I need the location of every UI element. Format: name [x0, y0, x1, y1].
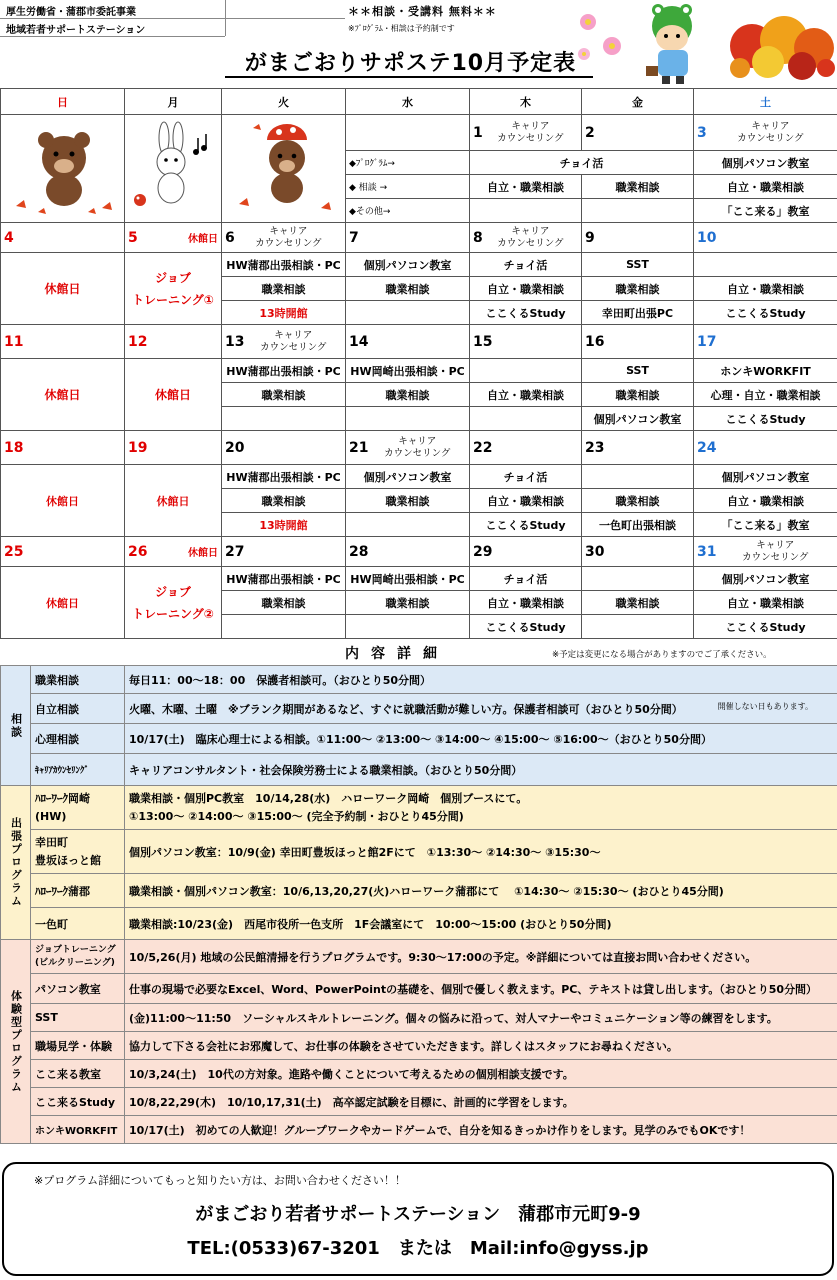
- event: 個別パソコン教室: [694, 465, 837, 489]
- event: チョイ活: [470, 253, 582, 277]
- counseling-label: カウンセリング: [384, 447, 451, 459]
- event: HW岡崎出張相談・PC: [346, 359, 470, 383]
- day-number: 31: [697, 543, 717, 560]
- header-divider: [225, 0, 226, 36]
- day-cell-28: 28: [346, 537, 470, 567]
- closed-label: 休館日: [1, 253, 125, 325]
- day-cell-26: [125, 537, 222, 567]
- weekday-row: [1, 89, 837, 115]
- empty-slot: [470, 359, 582, 383]
- row-desc: キャリアコンサルタント・社会保険労務士による職業相談。（おひとり50分間）: [125, 754, 837, 786]
- day-number: 26: [128, 543, 148, 560]
- row-desc: 職業相談・個別PC教室 10/14,28(水) ハローワーク岡崎 個別ブースにて。: [129, 791, 528, 805]
- empty-slot: [582, 567, 694, 591]
- day-cell-10: 10: [694, 223, 837, 253]
- day-cell-4: 4: [1, 223, 125, 253]
- row-name: 幸田町: [35, 835, 68, 849]
- event: 一色町出張相談: [582, 513, 694, 537]
- event: チョイ活: [470, 567, 582, 591]
- row-desc: 職業相談:10/23(金) 西尾市役所一色支所 1F会議室にて 10:00〜15:00 (おひとり50分間): [125, 908, 837, 940]
- career-label: キャリア: [511, 225, 550, 237]
- counseling-label: カウンセリング: [260, 341, 327, 353]
- empty-slot: [346, 407, 470, 431]
- row-name-cell: [31, 940, 125, 974]
- career-label: キャリア: [751, 120, 790, 132]
- day-cell-14: 14: [346, 325, 470, 359]
- closed-tag: 休館日: [188, 234, 218, 245]
- event: チョイ活: [470, 151, 694, 175]
- event: ホンキWORKFIT: [694, 359, 837, 383]
- inquiry-text: ※プログラム詳細についてもっと知りたい方は、お問い合わせください！！: [34, 1174, 406, 1187]
- event: 個別パソコン教室: [346, 465, 470, 489]
- event: HW蒲郡出張相談・PC: [222, 253, 346, 277]
- day-cell-1: [470, 115, 582, 151]
- row-name: ｷｬﾘｱｶｳﾝｾﾘﾝｸﾞ: [31, 754, 125, 786]
- bear-mushroom-illustration-cell: [222, 115, 346, 223]
- career-label: キャリア: [274, 329, 313, 341]
- header-divider: [0, 36, 225, 37]
- event: 職業相談: [222, 277, 346, 301]
- org-address: がまごおり若者サポートステーション 蒲郡市元町9-9: [195, 1204, 641, 1225]
- event: ここくるStudy: [694, 615, 837, 639]
- day-number: 6: [225, 229, 235, 246]
- details-heading: 内容詳細: [345, 646, 449, 662]
- category-outreach: 出張プログラム: [1, 786, 31, 940]
- event: HW岡崎出張相談・PC: [346, 567, 470, 591]
- open-13-label: 13時開館: [222, 301, 346, 325]
- row-name: ここ来るStudy: [31, 1088, 125, 1116]
- bear-mushroom-icon: [229, 118, 339, 216]
- row-name: ホンキWORKFIT: [31, 1116, 125, 1144]
- row-desc: 10/17(土) 臨床心理士による相談。①11:00〜 ②13:00〜 ③14:00〜 ④15:00〜 ⑤16:00〜（おひとり50分間）: [125, 724, 837, 754]
- empty-day-cell: [346, 115, 470, 151]
- event: 自立・職業相談: [470, 175, 582, 199]
- job-training-label: [125, 567, 222, 639]
- row-desc: 毎日11：00〜18：00 保護者相談可。（おひとり50分間）: [125, 666, 837, 694]
- day-cell-24: 24: [694, 431, 837, 465]
- event: 自立・職業相談: [470, 489, 582, 513]
- event: SST: [582, 253, 694, 277]
- row-desc-cell: [125, 694, 837, 724]
- weekday-sun: 日: [1, 89, 125, 115]
- day-cell-22: 22: [470, 431, 582, 465]
- weekday-tue: 火: [222, 89, 346, 115]
- event: 自立・職業相談: [470, 277, 582, 301]
- contact-line: TEL:(0533)67-3201 または Mail:info@gyss.jp: [187, 1238, 649, 1259]
- row-name: 心理相談: [31, 724, 125, 754]
- weekday-thu: 木: [470, 89, 582, 115]
- row-name: 職場見学・体験: [31, 1032, 125, 1060]
- page-title: がまごおりサポステ10月予定表: [244, 51, 577, 76]
- event: SST: [582, 359, 694, 383]
- row-name: パソコン教室: [31, 974, 125, 1004]
- event: 職業相談: [346, 591, 470, 615]
- row-name2: (ビルクリーニング): [35, 957, 115, 968]
- counseling-label: カウンセリング: [497, 237, 564, 249]
- mascot-icon: [632, 2, 722, 86]
- legend-consult: ◆ 相談 →: [346, 175, 470, 199]
- open-13-label: 13時開館: [222, 513, 346, 537]
- event: 職業相談: [582, 591, 694, 615]
- day-cell-30: 30: [582, 537, 694, 567]
- calendar-table: [0, 88, 837, 639]
- day-cell-21: [346, 431, 470, 465]
- day-cell-18: 18: [1, 431, 125, 465]
- career-label: キャリア: [756, 539, 795, 551]
- event: 職業相談: [346, 489, 470, 513]
- event: ここくるStudy: [470, 301, 582, 325]
- closed-tag: 休館日: [188, 548, 218, 559]
- contact-box: [2, 1162, 834, 1276]
- row-name-cell: [31, 830, 125, 874]
- event: ここくるStudy: [470, 513, 582, 537]
- event: 幸田町出張PC: [582, 301, 694, 325]
- category-experience: 体験型プログラム: [1, 940, 31, 1144]
- row-name-cell: [31, 786, 125, 830]
- counseling-label: カウンセリング: [742, 551, 809, 563]
- event: 職業相談: [222, 383, 346, 407]
- closed-label: 休館日: [125, 465, 222, 537]
- day-cell-19: 19: [125, 431, 222, 465]
- row-desc: 仕事の現場で必要なExcel、Word、PowerPointの基礎を、個別で優しく教えます。PC、テキストは貸し出します。（おひとり50分間）: [125, 974, 837, 1004]
- career-label: キャリア: [511, 120, 550, 132]
- event: 職業相談: [346, 383, 470, 407]
- weekday-sat: 土: [694, 89, 837, 115]
- row-desc2: ①13:00〜 ②14:00〜 ③15:00〜 (完全予約制・おひとり45分間): [129, 809, 464, 823]
- event: 職業相談: [582, 175, 694, 199]
- day-cell-20: 20: [222, 431, 346, 465]
- day-cell-29: 29: [470, 537, 582, 567]
- row-desc: 協力して下さる会社にお邪魔して、お仕事の体験をさせていただきます。詳しくはスタッフにお尋ねください。: [125, 1032, 837, 1060]
- day-cell-16: 16: [582, 325, 694, 359]
- day-cell-13: [222, 325, 346, 359]
- training-label: トレーニング②: [132, 606, 214, 621]
- row-desc: 火曜、木曜、土曜 ※ブランク期間があるなど、すぐに就職活動が難しい方。保護者相談可（おひとり50分間）: [129, 702, 683, 716]
- free-notice: ＊＊相談・受講料 無料＊＊: [348, 5, 497, 18]
- event: 個別パソコン教室: [582, 407, 694, 431]
- career-label: キャリア: [398, 435, 437, 447]
- bear-illustration-cell: [1, 115, 125, 223]
- row-name: ここ来る教室: [31, 1060, 125, 1088]
- day-number: 13: [225, 333, 245, 350]
- empty-slot: [582, 199, 694, 223]
- row-desc: 個別パソコン教室：10/9(金) 幸田町豊坂ほっと館2Fにて ①13:30〜 ②14:30〜 ③15:30〜: [125, 830, 837, 874]
- row-extra: 開催しない日もあります。: [717, 701, 813, 711]
- training-label: トレーニング①: [132, 292, 214, 307]
- change-notice: ※予定は変更になる場合がありますのでご了承ください。: [552, 650, 772, 660]
- event: 「ここ来る」教室: [694, 199, 837, 223]
- flower-icon: [570, 6, 632, 68]
- event: 個別パソコン教室: [694, 567, 837, 591]
- day-number: 1: [473, 124, 483, 141]
- empty-slot: [346, 513, 470, 537]
- weekday-fri: 金: [582, 89, 694, 115]
- header-divider: [0, 18, 345, 19]
- event: 個別パソコン教室: [346, 253, 470, 277]
- event: ここくるStudy: [694, 301, 837, 325]
- empty-slot: [346, 615, 470, 639]
- row-name: 自立相談: [31, 694, 125, 724]
- weekday-mon: 月: [125, 89, 222, 115]
- empty-slot: [582, 465, 694, 489]
- row-name2: 豊坂ほっと館: [35, 853, 101, 867]
- career-label: キャリア: [269, 225, 308, 237]
- row-desc: (金)11:00〜11:50 ソーシャルスキルトレーニング。個々の悩みに沿って、対人マナーやコミュニケーション等の練習をします。: [125, 1004, 837, 1032]
- event: HW蒲郡出張相談・PC: [222, 359, 346, 383]
- row-name2: (HW): [35, 809, 67, 823]
- rabbit-illustration-cell: [125, 115, 222, 223]
- row-desc: 10/8,22,29(木) 10/10,17,31(土) 高卒認定試験を目標に、計画的に学習をします。: [125, 1088, 837, 1116]
- event: チョイ活: [470, 465, 582, 489]
- day-cell-15: 15: [470, 325, 582, 359]
- closed-label: 休館日: [1, 359, 125, 431]
- day-cell-23: 23: [582, 431, 694, 465]
- details-table: [0, 665, 837, 1144]
- event: 職業相談: [582, 383, 694, 407]
- day-cell-5: [125, 223, 222, 253]
- day-cell-25: 25: [1, 537, 125, 567]
- autumn-leaves-icon: [722, 10, 836, 86]
- sponsor-text: 厚生労働省・蒲郡市委託事業: [6, 7, 136, 18]
- event: HW蒲郡出張相談・PC: [222, 465, 346, 489]
- day-cell-31: [694, 537, 837, 567]
- empty-slot: [470, 199, 582, 223]
- day-cell-8: [470, 223, 582, 253]
- row-name: ジョブトレーニング: [35, 944, 116, 955]
- counseling-label: カウンセリング: [255, 237, 322, 249]
- day-cell-3: [694, 115, 837, 151]
- row-name: ﾊﾛｰﾜｰｸ岡崎: [35, 791, 90, 805]
- event: 自立・職業相談: [470, 383, 582, 407]
- empty-slot: [470, 407, 582, 431]
- row-desc: 職業相談・個別パソコン教室：10/6,13,20,27(火)ハローワーク蒲郡にて ①14:30〜 ②15:30〜 (おひとり45分間): [125, 874, 837, 908]
- event: 自立・職業相談: [694, 591, 837, 615]
- empty-slot: [222, 407, 346, 431]
- event: 自立・職業相談: [694, 175, 837, 199]
- row-name: 職業相談: [31, 666, 125, 694]
- event: 職業相談: [222, 489, 346, 513]
- event: 自立・職業相談: [470, 591, 582, 615]
- empty-slot: [694, 253, 837, 277]
- empty-slot: [346, 301, 470, 325]
- job-label: ジョブ: [155, 270, 191, 285]
- day-number: 8: [473, 229, 483, 246]
- day-cell-2: [582, 115, 694, 151]
- day-number: 3: [697, 124, 707, 141]
- job-training-label: [125, 253, 222, 325]
- empty-slot: [222, 615, 346, 639]
- row-desc: 10/5,26(月) 地域の公民館清掃を行うプログラムです。9:30〜17:00の予定。※詳細については直接お問い合わせください。: [125, 940, 837, 974]
- day-number: 21: [349, 439, 369, 456]
- closed-label: 休館日: [125, 359, 222, 431]
- row-name: ﾊﾛｰﾜｰｸ蒲郡: [31, 874, 125, 908]
- event: HW蒲郡出張相談・PC: [222, 567, 346, 591]
- row-desc: 10/3,24(土) 10代の方対象。進路や働くことについて考えるための個別相談支援です。: [125, 1060, 837, 1088]
- empty-slot: [582, 615, 694, 639]
- day-cell-11: 11: [1, 325, 125, 359]
- day-number: 2: [585, 124, 595, 141]
- day-cell-12: 12: [125, 325, 222, 359]
- legend-other: ◆その他→: [346, 199, 470, 223]
- event: 個別パソコン教室: [694, 151, 837, 175]
- day-cell-9: 9: [582, 223, 694, 253]
- counseling-label: カウンセリング: [737, 132, 804, 144]
- event: 職業相談: [582, 277, 694, 301]
- bear-icon: [8, 118, 118, 216]
- reservation-note: ※ﾌﾟﾛｸﾞﾗﾑ・相談は予約制です: [348, 24, 455, 33]
- category-consult: 相談: [1, 666, 31, 786]
- legend-program: ◆ﾌﾟﾛｸﾞﾗﾑ→: [346, 151, 470, 175]
- day-cell-6: [222, 223, 346, 253]
- counseling-label: カウンセリング: [497, 132, 564, 144]
- event: 自立・職業相談: [694, 277, 837, 301]
- event: 職業相談: [222, 591, 346, 615]
- event: ここくるStudy: [694, 407, 837, 431]
- title-underline: [225, 76, 593, 78]
- event: 職業相談: [346, 277, 470, 301]
- row-desc-cell: [125, 786, 837, 830]
- event: 心理・自立・職業相談: [694, 383, 837, 407]
- event: ここくるStudy: [470, 615, 582, 639]
- job-label: ジョブ: [155, 584, 191, 599]
- event: 自立・職業相談: [694, 489, 837, 513]
- day-cell-27: 27: [222, 537, 346, 567]
- row-name: 一色町: [31, 908, 125, 940]
- day-cell-17: 17: [694, 325, 837, 359]
- rabbit-icon: [126, 118, 221, 216]
- weekday-wed: 水: [346, 89, 470, 115]
- row-desc: 10/17(土) 初めての人歓迎！グループワークやカードゲームで、自分を知るきっかけ作りをします。見学のみでもOKです！: [125, 1116, 837, 1144]
- event: 「ここ来る」教室: [694, 513, 837, 537]
- org-text: 地域若者サポートステーション: [6, 25, 146, 36]
- day-cell-7: 7: [346, 223, 470, 253]
- closed-label: 休館日: [1, 567, 125, 639]
- row-name: SST: [31, 1004, 125, 1032]
- event: 職業相談: [582, 489, 694, 513]
- closed-label: 休館日: [1, 465, 125, 537]
- day-number: 5: [128, 229, 138, 246]
